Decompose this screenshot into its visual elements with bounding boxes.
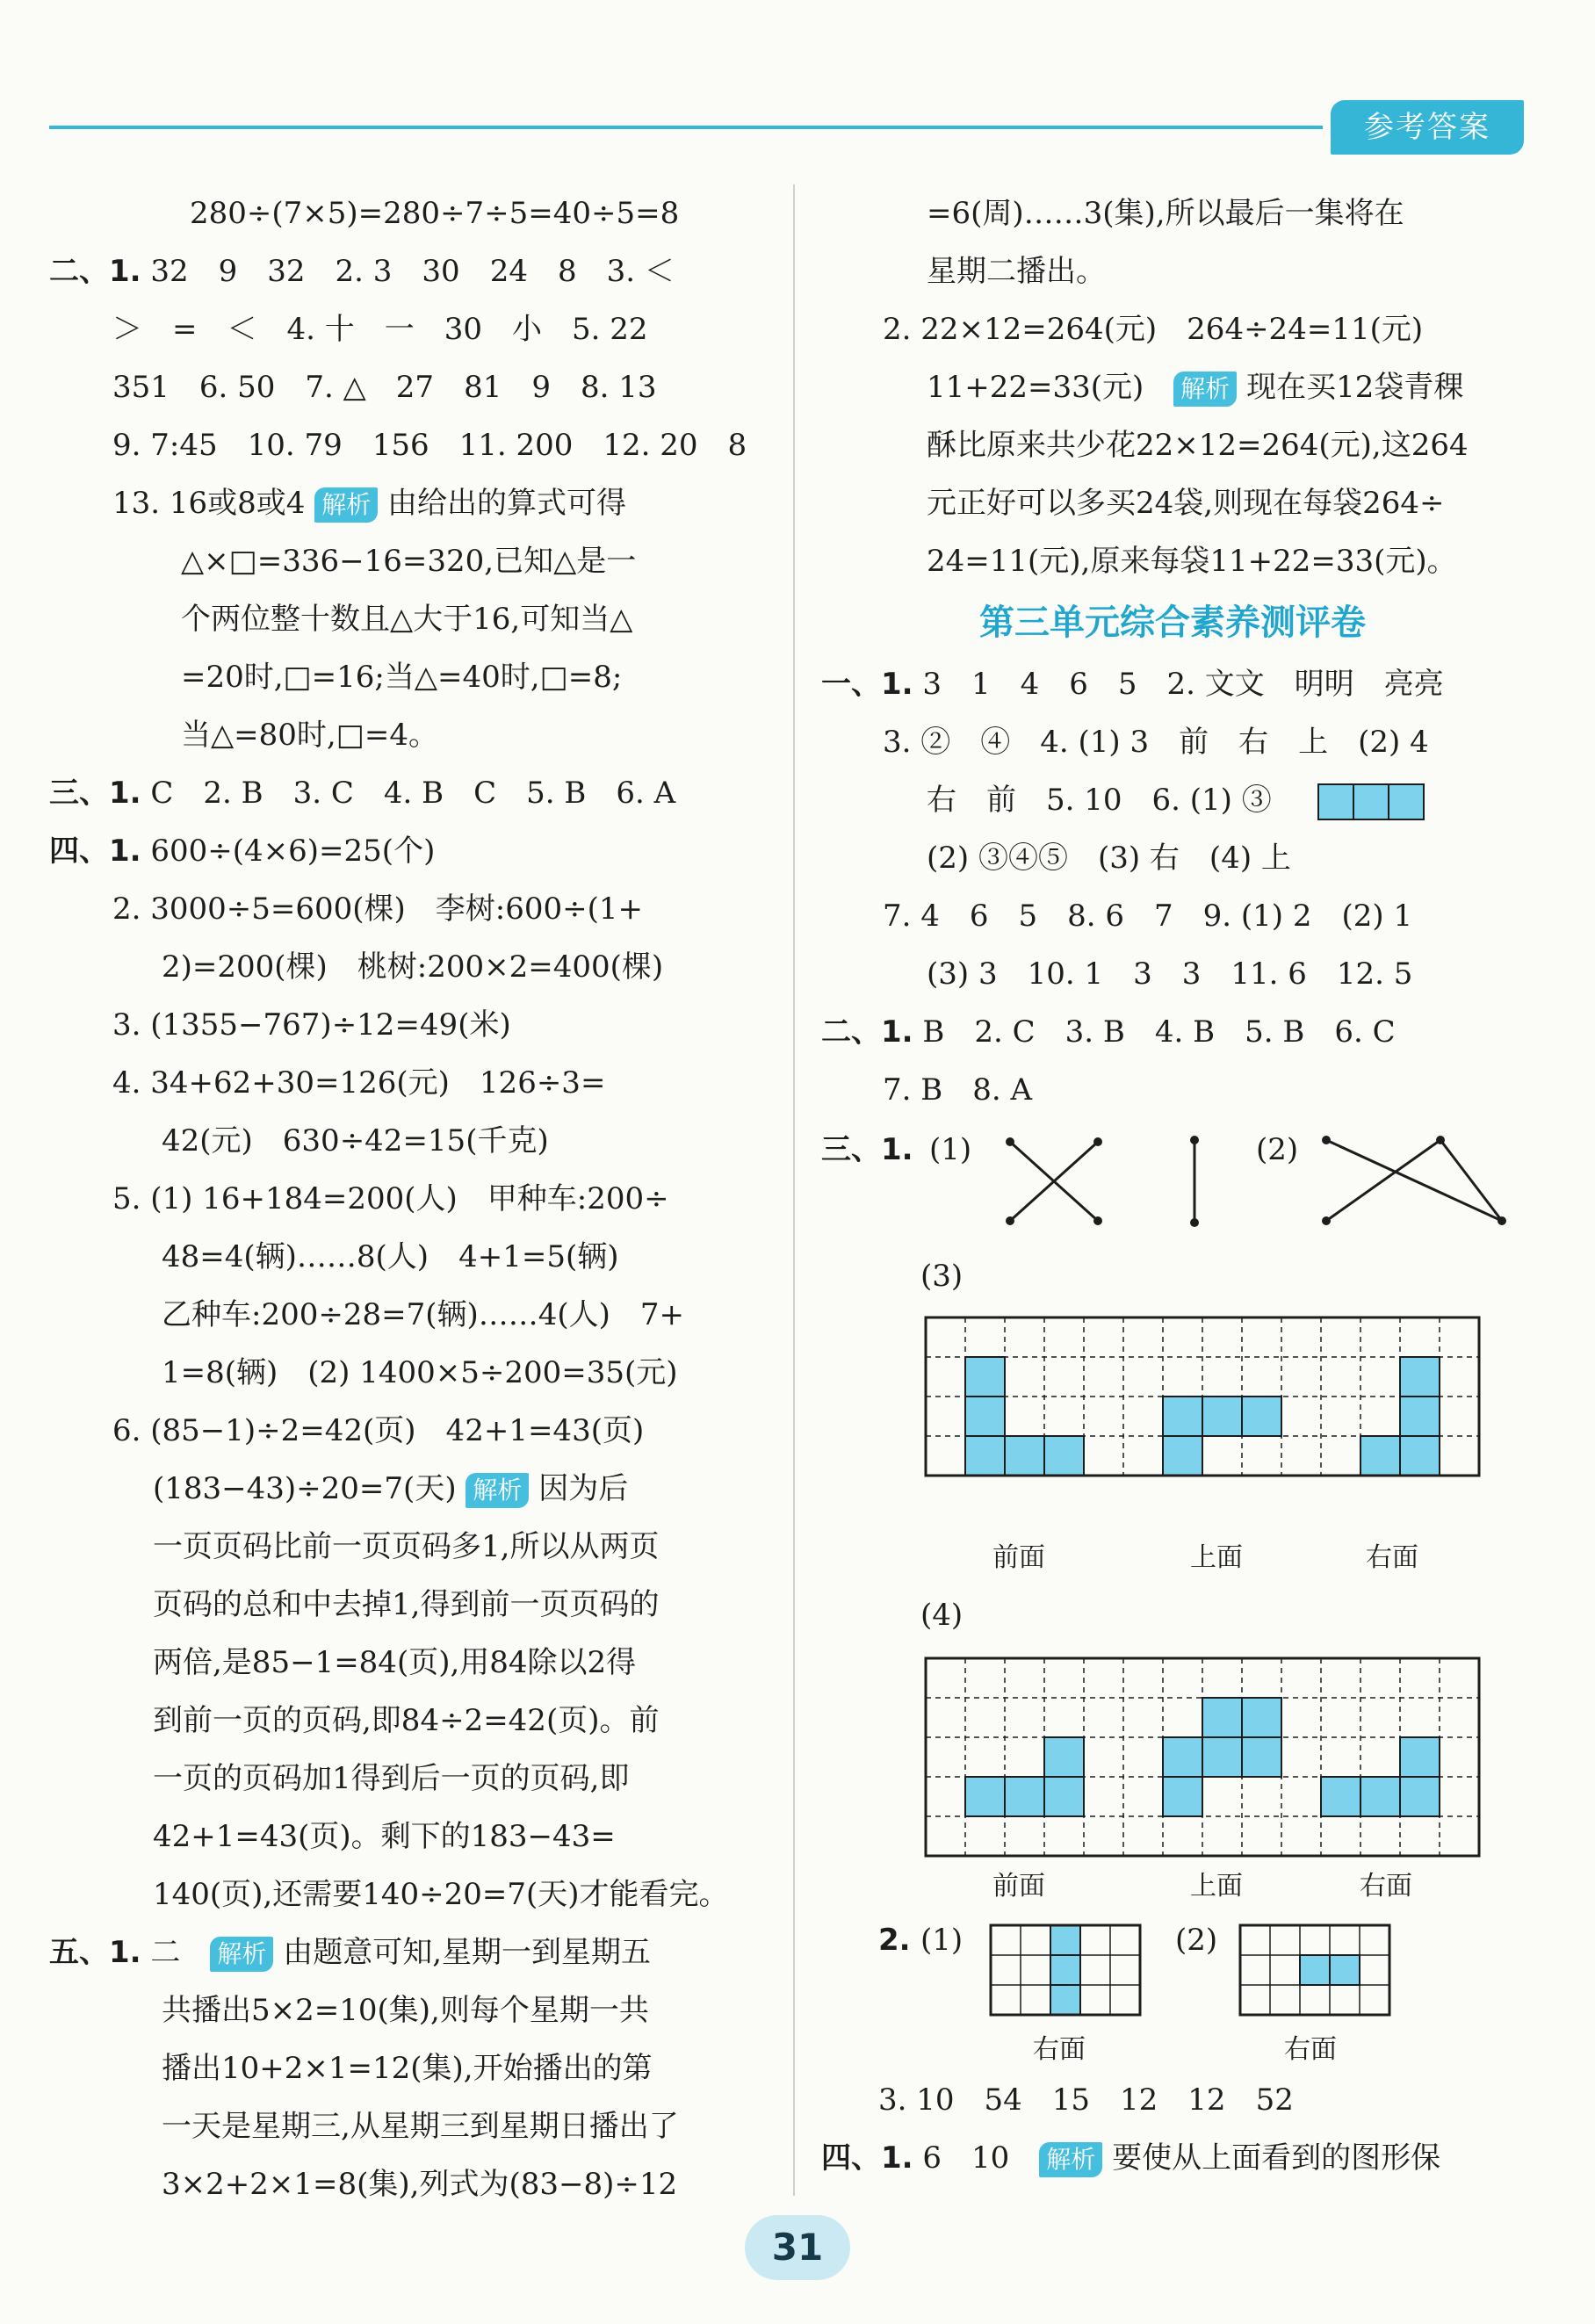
- endpoint: [1190, 1218, 1199, 1227]
- text-line: 星期二播出。: [927, 254, 1106, 289]
- text-line: 到前一页的页码,即84÷2=42(页)。前: [153, 1703, 660, 1738]
- text-line: 4. 34+62+30=126(元) 126÷3=: [112, 1065, 606, 1101]
- text-line: 3. 10 54 15 12 12 52: [878, 2082, 1294, 2118]
- analysis-badge: 解析: [314, 487, 378, 523]
- filled-cell: [1400, 1737, 1440, 1777]
- text-line: 二、1. B 2. C 3. B 4. B 5. B 6. C: [821, 1014, 1396, 1050]
- filled-cell: [1330, 1955, 1360, 1985]
- part-label: (2): [1175, 1923, 1218, 1958]
- filled-cell: [1005, 1777, 1044, 1816]
- filled-cell: [1044, 1436, 1084, 1476]
- square: [1389, 784, 1424, 819]
- endpoint: [1498, 1216, 1506, 1225]
- filled-cell: [1400, 1357, 1440, 1397]
- text-line: =6(周)……3(集),所以最后一集将在: [927, 196, 1404, 231]
- filled-cell: [1202, 1737, 1242, 1777]
- column-divider: [793, 184, 795, 2196]
- filled-cell: [1163, 1737, 1202, 1777]
- grid-figure-2-1: [989, 1923, 1144, 2018]
- text-line: 1=8(辆) (2) 1400×5÷200=35(元): [162, 1355, 678, 1390]
- text-line: ＞ = ＜ 4. 十 一 30 小 5. 22: [112, 312, 648, 347]
- text-line: 280÷(7×5)=280÷7÷5=40÷5=8: [190, 196, 680, 231]
- filled-cell: [1400, 1436, 1440, 1476]
- answer-tag: 参考答案: [1331, 100, 1524, 155]
- endpoint: [1093, 1216, 1102, 1225]
- text-line: 2. 3000÷5=600(棵) 李树:600÷(1+: [112, 891, 644, 927]
- filled-cell: [965, 1357, 1005, 1397]
- filled-cell: [965, 1436, 1005, 1476]
- text-line: 3. ② ④ 4. (1) 3 前 右 上 (2) 4: [883, 725, 1429, 760]
- text-line: 5. (1) 16+184=200(人) 甲种车:200÷: [112, 1181, 669, 1216]
- filled-cell: [1202, 1698, 1242, 1737]
- part-label: (3): [920, 1259, 963, 1294]
- endpoint: [1322, 1136, 1331, 1144]
- text-line: 播出10+2×1=12(集),开始播出的第: [162, 2051, 653, 2086]
- analysis-badge: 解析: [210, 1937, 273, 1972]
- text-line: 48=4(辆)……8(人) 4+1=5(辆): [162, 1239, 619, 1274]
- filled-cell: [1044, 1777, 1084, 1816]
- question-label: 三、1.: [821, 1132, 913, 1167]
- text-line: 一、1. 3 1 4 6 5 2. 文文 明明 亮亮: [821, 667, 1444, 702]
- endpoint: [1436, 1136, 1445, 1144]
- text-line: 42+1=43(页)。剩下的183−43=: [153, 1819, 616, 1854]
- caption-top: 上面: [1190, 1542, 1243, 1573]
- text-line: (2) ③④⑤ (3) 右 (4) 上: [927, 841, 1291, 876]
- text-line: 351 6. 50 7. △ 27 81 9 8. 13: [112, 370, 657, 405]
- right-column: [821, 184, 1524, 1119]
- filled-cell: [1050, 1925, 1080, 1955]
- text-line: 2. 22×12=264(元) 264÷24=11(元): [883, 312, 1424, 347]
- text-line: 24=11(元),原来每袋11+22=33(元)。: [927, 544, 1457, 579]
- left-column: [49, 184, 752, 2213]
- text-line: 三、1. C 2. B 3. C 4. B C 5. B 6. A: [49, 776, 676, 811]
- text-line: 3×2+2×1=8(集),列式为(83−8)÷12: [162, 2167, 678, 2202]
- caption-front: 前面: [992, 1542, 1045, 1573]
- endpoint: [1006, 1137, 1014, 1146]
- page-number: 31: [745, 2215, 850, 2280]
- endpoint: [1093, 1137, 1102, 1146]
- text-line: 四、1. 6 10 解析 要使从上面看到的图形保: [821, 2140, 1441, 2176]
- filled-cell: [1163, 1397, 1202, 1436]
- text-line: 2)=200(棵) 桃树:200×2=400(棵): [162, 949, 664, 985]
- text-line: 3. (1355−767)÷12=49(米): [112, 1007, 511, 1043]
- text-line: =20时,□=16;当△=40时,□=8;: [181, 660, 623, 695]
- filled-cell: [1163, 1436, 1202, 1476]
- text-line: 当△=80时,□=4。: [181, 718, 438, 753]
- text-line: 元正好可以多买24袋,则现在每袋264÷: [927, 486, 1445, 521]
- line-figures: [992, 1133, 1519, 1238]
- text-line: 7. B 8. A: [883, 1072, 1033, 1108]
- filled-cell: [1400, 1777, 1440, 1816]
- filled-cell: [1005, 1436, 1044, 1476]
- text-line: 42(元) 630÷42=15(千克): [162, 1123, 549, 1158]
- text-line: (183−43)÷20=7(天) 解析 因为后: [153, 1471, 629, 1506]
- text-line: 页码的总和中去掉1,得到前一页页码的: [153, 1587, 660, 1622]
- part-label: (4): [920, 1598, 963, 1633]
- text-line: 二、1. 32 9 32 2. 3 30 24 8 3. ＜: [49, 254, 675, 289]
- caption-right: 右面: [1284, 2034, 1337, 2065]
- text-line: (3) 3 10. 1 3 3 11. 6 12. 5: [927, 956, 1413, 992]
- filled-cell: [1044, 1737, 1084, 1777]
- grid-figure-4: [924, 1656, 1486, 1858]
- text-line: 一页的页码加1得到后一页的页码,即: [153, 1761, 630, 1796]
- text-line: 9. 7:45 10. 79 156 11. 200 12. 20 8: [112, 428, 747, 463]
- section-title: 第三单元综合素养测评卷: [979, 603, 1366, 643]
- analysis-badge: 解析: [1039, 2142, 1102, 2177]
- caption-right: 右面: [1360, 1871, 1412, 1902]
- endpoint: [1190, 1136, 1199, 1144]
- filled-cell: [1360, 1777, 1400, 1816]
- text-line: 个两位整十数且△大于16,可知当△: [181, 602, 633, 637]
- three-squares-figure: [1317, 783, 1429, 821]
- text-line: 140(页),还需要140÷20=7(天)才能看完。: [153, 1877, 729, 1912]
- segment: [1440, 1140, 1502, 1221]
- caption-front: 前面: [992, 1871, 1045, 1902]
- filled-cell: [1050, 1985, 1080, 2015]
- text-line: 6. (85−1)÷2=42(页) 42+1=43(页): [112, 1413, 645, 1448]
- filled-cell: [1242, 1698, 1281, 1737]
- filled-cell: [1300, 1955, 1330, 1985]
- grid-figure-3: [924, 1316, 1486, 1477]
- part-label: (1): [920, 1923, 963, 1958]
- filled-cell: [1050, 1955, 1080, 1985]
- square: [1318, 784, 1353, 819]
- caption-top: 上面: [1190, 1871, 1243, 1902]
- segment: [1326, 1140, 1440, 1221]
- text-line: 乙种车:200÷28=7(辆)……4(人) 7+: [162, 1297, 685, 1332]
- question-label: 2.: [878, 1923, 911, 1958]
- filled-cell: [1202, 1397, 1242, 1436]
- grid-figure-2-2: [1238, 1923, 1393, 2018]
- endpoint: [1322, 1216, 1331, 1225]
- caption-right: 右面: [1366, 1542, 1418, 1573]
- endpoint: [1006, 1216, 1014, 1225]
- text-line: 四、1. 600÷(4×6)=25(个): [49, 834, 436, 869]
- filled-cell: [1242, 1737, 1281, 1777]
- filled-cell: [965, 1777, 1005, 1816]
- text-line: 13. 16或8或4 解析 由给出的算式可得: [112, 486, 627, 521]
- filled-cell: [965, 1397, 1005, 1436]
- text-line: 两倍,是85−1=84(页),用84除以2得: [153, 1645, 637, 1680]
- part-label: (2): [1256, 1132, 1299, 1167]
- text-line: 五、1. 二 解析 由题意可知,星期一到星期五: [49, 1935, 652, 1970]
- filled-cell: [1360, 1436, 1400, 1476]
- text-line: 共播出5×2=10(集),则每个星期一共: [162, 1993, 649, 2028]
- text-line: 11+22=33(元) 解析 现在买12袋青稞: [927, 370, 1464, 405]
- text-line: 右 前 5. 10 6. (1) ③: [821, 771, 1524, 829]
- filled-cell: [1242, 1397, 1281, 1436]
- analysis-badge: 解析: [466, 1473, 529, 1508]
- filled-cell: [1400, 1397, 1440, 1436]
- text-line: 酥比原来共少花22×12=264(元),这264: [927, 428, 1469, 463]
- text-line: 一天是星期三,从星期三到星期日播出了: [162, 2109, 679, 2144]
- analysis-badge: 解析: [1173, 372, 1237, 407]
- text-line: △×□=336−16=320,已知△是一: [181, 544, 637, 579]
- filled-cell: [1163, 1777, 1202, 1816]
- text-line: 一页页码比前一页页码多1,所以从两页: [153, 1529, 660, 1564]
- caption-right: 右面: [1033, 2034, 1086, 2065]
- square: [1353, 784, 1389, 819]
- filled-cell: [1321, 1777, 1360, 1816]
- header-rule: [49, 126, 1323, 129]
- segment: [1326, 1140, 1502, 1221]
- part-label: (1): [929, 1132, 972, 1167]
- text-line: 7. 4 6 5 8. 6 7 9. (1) 2 (2) 1: [883, 899, 1413, 934]
